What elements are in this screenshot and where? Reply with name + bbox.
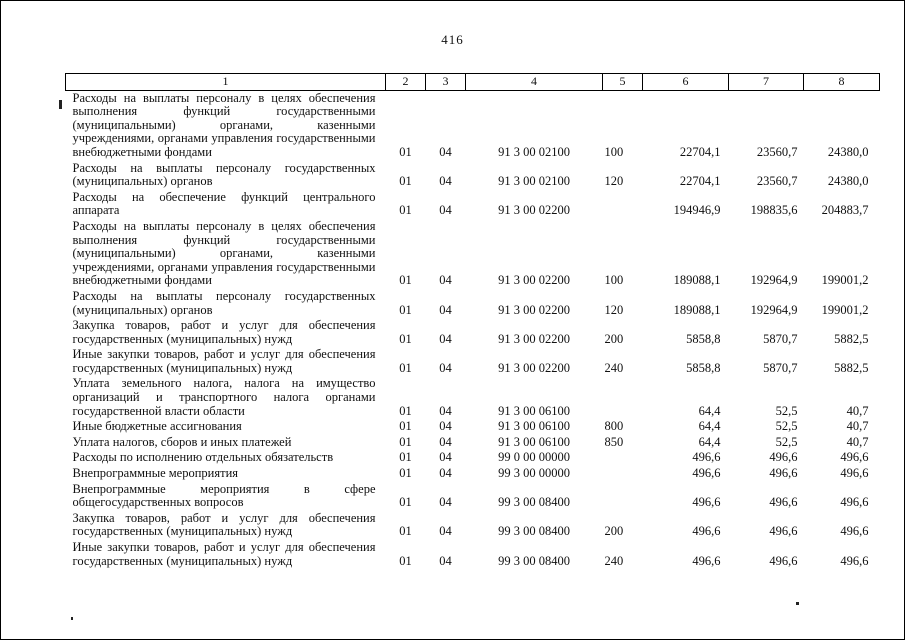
rz-code-cell: 01 xyxy=(399,403,412,418)
vr-code-cell xyxy=(603,190,643,219)
expense-name-cell: Уплата налогов, сборов и иных платежей xyxy=(72,434,292,449)
amount-year2-cell: 496,6 xyxy=(769,466,798,481)
column-header-7: 7 xyxy=(729,74,804,91)
amount-year2-cell: 23560,7 xyxy=(756,144,798,159)
table-row xyxy=(66,435,880,451)
csr-code-cell: 91 3 00 02200 xyxy=(498,302,570,317)
amount-year1-cell: 496,6 xyxy=(692,553,721,568)
pr-code-cell: 04 xyxy=(439,144,452,159)
amount-year1-cell: 22704,1 xyxy=(679,144,721,159)
column-header-4: 4 xyxy=(466,74,603,91)
expense-name-cell: Иные закупки товаров, работ и услуг для обеспечения государственных (муниципальных) нужд xyxy=(72,540,376,568)
rz-code-cell: 01 xyxy=(399,466,412,481)
rz-code-cell: 01 xyxy=(399,419,412,434)
pr-code-cell: 04 xyxy=(439,434,452,449)
expense-name-cell: Иные бюджетные ассигнования xyxy=(72,419,242,434)
amount-year1-cell: 5858,8 xyxy=(686,360,721,375)
vr-code-cell: 200 xyxy=(604,331,624,346)
pr-code-cell: 04 xyxy=(439,419,452,434)
amount-year2-cell: 52,5 xyxy=(775,403,798,418)
pr-code-cell: 04 xyxy=(439,495,452,510)
amount-year1-cell: 64,4 xyxy=(698,434,721,449)
pr-code-cell: 04 xyxy=(439,524,452,539)
amount-year2-cell: 52,5 xyxy=(775,434,798,449)
pr-code-cell: 04 xyxy=(439,403,452,418)
amount-year2-cell: 198835,6 xyxy=(750,203,798,218)
expense-name-cell: Иные закупки товаров, работ и услуг для обеспечения государственных (муниципальных) нужд xyxy=(72,347,376,375)
table-row xyxy=(66,219,880,289)
amount-year2-cell: 496,6 xyxy=(769,495,798,510)
scan-artifact xyxy=(59,100,62,109)
table-row xyxy=(66,540,880,569)
rz-code-cell: 01 xyxy=(399,203,412,218)
expense-name-cell: Внепрограммные мероприятия xyxy=(72,466,239,481)
table-row xyxy=(66,419,880,435)
amount-year3-cell: 199001,2 xyxy=(821,302,869,317)
expense-name-cell: Расходы по исполнению отдельных обязательств xyxy=(72,450,334,465)
amount-year3-cell: 496,6 xyxy=(840,553,869,568)
pr-code-cell: 04 xyxy=(439,273,452,288)
rz-code-cell: 01 xyxy=(399,174,412,189)
amount-year1-cell: 22704,1 xyxy=(679,174,721,189)
amount-year1-cell: 496,6 xyxy=(692,450,721,465)
csr-code-cell: 91 3 00 02100 xyxy=(498,174,570,189)
scan-artifact xyxy=(796,602,799,605)
pr-code-cell: 04 xyxy=(439,203,452,218)
column-header-2: 2 xyxy=(386,74,426,91)
amount-year3-cell: 40,7 xyxy=(846,419,869,434)
rz-code-cell: 01 xyxy=(399,273,412,288)
vr-code-cell: 120 xyxy=(604,302,624,317)
csr-code-cell: 91 3 00 06100 xyxy=(498,403,570,418)
expense-name-cell: Закупка товаров, работ и услуг для обеспечения государственных (муниципальных) нужд xyxy=(72,510,376,539)
expense-name-cell: Расходы на выплаты персоналу в целях обеспечения выполнения функций государственными (муниципальными) органами, казенными учреждениями, органами управления государственными внебюджетными фондами xyxy=(72,218,376,288)
csr-code-cell: 99 0 00 00000 xyxy=(498,450,570,465)
csr-code-cell: 99 3 00 08400 xyxy=(498,495,570,510)
table-row xyxy=(66,466,880,482)
amount-year1-cell: 189088,1 xyxy=(673,273,721,288)
vr-code-cell xyxy=(603,450,643,466)
expense-name-cell: Внепрограммные мероприятия в сфере общегосударственных вопросов xyxy=(72,481,376,510)
amount-year1-cell: 5858,8 xyxy=(686,331,721,346)
amount-year2-cell: 5870,7 xyxy=(763,331,798,346)
table-row xyxy=(66,511,880,540)
expense-name-cell: Расходы на выплаты персоналу государственных (муниципальных) органов xyxy=(72,160,376,189)
csr-code-cell: 91 3 00 02200 xyxy=(498,360,570,375)
csr-code-cell: 91 3 00 06100 xyxy=(498,434,570,449)
csr-code-cell: 91 3 00 02200 xyxy=(498,331,570,346)
rz-code-cell: 01 xyxy=(399,495,412,510)
pr-code-cell: 04 xyxy=(439,174,452,189)
pr-code-cell: 04 xyxy=(439,466,452,481)
csr-code-cell: 91 3 00 06100 xyxy=(498,419,570,434)
table-row xyxy=(66,161,880,190)
table-row xyxy=(66,190,880,219)
vr-code-cell: 850 xyxy=(604,434,624,449)
amount-year1-cell: 496,6 xyxy=(692,466,721,481)
table-row xyxy=(66,376,880,419)
rz-code-cell: 01 xyxy=(399,302,412,317)
amount-year1-cell: 194946,9 xyxy=(673,203,721,218)
csr-code-cell: 99 3 00 00000 xyxy=(498,466,570,481)
table-row xyxy=(66,347,880,376)
rz-code-cell: 01 xyxy=(399,524,412,539)
amount-year3-cell: 496,6 xyxy=(840,450,869,465)
amount-year1-cell: 496,6 xyxy=(692,495,721,510)
rz-code-cell: 01 xyxy=(399,434,412,449)
pr-code-cell: 04 xyxy=(439,553,452,568)
amount-year3-cell: 496,6 xyxy=(840,495,869,510)
scan-artifact xyxy=(71,617,73,620)
amount-year2-cell: 5870,7 xyxy=(763,360,798,375)
vr-code-cell: 800 xyxy=(604,419,624,434)
amount-year3-cell: 496,6 xyxy=(840,466,869,481)
rz-code-cell: 01 xyxy=(399,331,412,346)
amount-year2-cell: 192964,9 xyxy=(750,273,798,288)
vr-code-cell xyxy=(603,466,643,482)
pr-code-cell: 04 xyxy=(439,331,452,346)
amount-year2-cell: 23560,7 xyxy=(756,174,798,189)
vr-code-cell xyxy=(603,376,643,419)
vr-code-cell: 120 xyxy=(604,174,624,189)
column-header-8: 8 xyxy=(804,74,880,91)
table-row xyxy=(66,450,880,466)
rz-code-cell: 01 xyxy=(399,360,412,375)
expense-name-cell: Расходы на выплаты персоналу в целях обеспечения выполнения функций государственными (муниципальными) органами, казенными учреждениями, органами управления государственными внебюджетными фондами xyxy=(72,90,376,159)
column-header-3: 3 xyxy=(426,74,466,91)
amount-year3-cell: 199001,2 xyxy=(821,273,869,288)
amount-year3-cell: 24380,0 xyxy=(827,174,869,189)
column-header-6: 6 xyxy=(643,74,729,91)
vr-code-cell: 100 xyxy=(604,144,624,159)
vr-code-cell: 200 xyxy=(604,524,624,539)
vr-code-cell: 240 xyxy=(604,553,624,568)
amount-year3-cell: 40,7 xyxy=(846,403,869,418)
column-header-1: 1 xyxy=(66,74,386,91)
amount-year3-cell: 5882,5 xyxy=(834,331,869,346)
amount-year1-cell: 64,4 xyxy=(698,419,721,434)
amount-year3-cell: 204883,7 xyxy=(821,203,869,218)
amount-year1-cell: 64,4 xyxy=(698,403,721,418)
amount-year2-cell: 496,6 xyxy=(769,553,798,568)
amount-year1-cell: 189088,1 xyxy=(673,302,721,317)
table-row xyxy=(66,90,880,160)
amount-year1-cell: 496,6 xyxy=(692,524,721,539)
vr-code-cell: 100 xyxy=(604,273,624,288)
pr-code-cell: 04 xyxy=(439,360,452,375)
amount-year2-cell: 192964,9 xyxy=(750,302,798,317)
pr-code-cell: 04 xyxy=(439,450,452,465)
amount-year2-cell: 496,6 xyxy=(769,524,798,539)
vr-code-cell xyxy=(603,482,643,511)
expense-name-cell: Расходы на выплаты персоналу государственных (муниципальных) органов xyxy=(72,288,376,317)
budget-expenditure-table xyxy=(65,73,880,569)
amount-year2-cell: 52,5 xyxy=(775,419,798,434)
csr-code-cell: 99 3 00 08400 xyxy=(498,553,570,568)
csr-code-cell: 91 3 00 02200 xyxy=(498,203,570,218)
csr-code-cell: 99 3 00 08400 xyxy=(498,524,570,539)
amount-year3-cell: 24380,0 xyxy=(827,144,869,159)
amount-year2-cell: 496,6 xyxy=(769,450,798,465)
expense-name-cell: Уплата земельного налога, налога на имущество организаций и транспортного налога органами государственной власти области xyxy=(72,376,376,418)
column-header-5: 5 xyxy=(603,74,643,91)
page-number: 416 xyxy=(441,32,464,47)
expense-name-cell: Закупка товаров, работ и услуг для обеспечения государственных (муниципальных) нужд xyxy=(72,318,376,346)
csr-code-cell: 91 3 00 02100 xyxy=(498,144,570,159)
rz-code-cell: 01 xyxy=(399,450,412,465)
rz-code-cell: 01 xyxy=(399,553,412,568)
table-row xyxy=(66,318,880,347)
pr-code-cell: 04 xyxy=(439,302,452,317)
vr-code-cell: 240 xyxy=(604,360,624,375)
table-row xyxy=(66,289,880,318)
csr-code-cell: 91 3 00 02200 xyxy=(498,273,570,288)
table-header-row xyxy=(66,74,880,91)
rz-code-cell: 01 xyxy=(399,144,412,159)
amount-year3-cell: 40,7 xyxy=(846,434,869,449)
amount-year3-cell: 5882,5 xyxy=(834,360,869,375)
amount-year3-cell: 496,6 xyxy=(840,524,869,539)
expense-name-cell: Расходы на обеспечение функций центрального аппарата xyxy=(72,189,376,218)
table-row xyxy=(66,482,880,511)
